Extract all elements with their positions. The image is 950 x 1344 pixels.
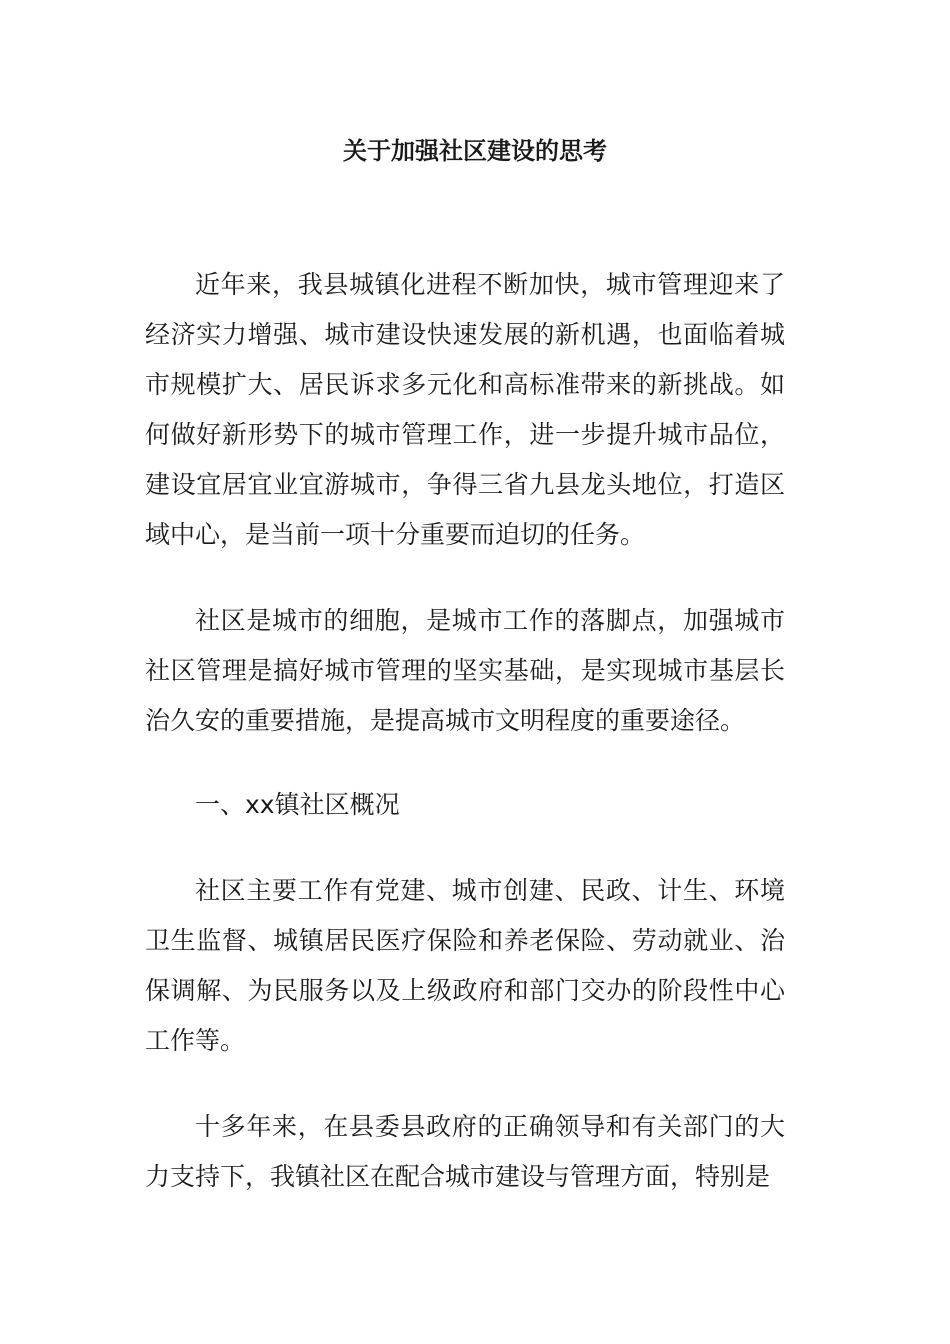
document-title: 关于加强社区建设的思考: [343, 137, 607, 165]
paragraph-main-work: 社区主要工作有党建、城市创建、民政、计生、环境卫生监督、城镇居民医疗保险和养老保险、劳动就业、治保调解、为民服务以及上级政府和部门交办的阶段性中心工作等。: [145, 876, 785, 1055]
paragraph-intro: 近年来，我县城镇化进程不断加快，城市管理迎来了经济实力增强、城市建设快速发展的新机遇，也面临着城市规模扩大、居民诉求多元化和高标准带来的新挑战。如何做好新形势下的城市管理工作，进一步提升城市品位，建设宜居宜业宜游城市，争得三省九县龙头地位，打造区域中心，是当前一项十分重要而迫切的任务。: [145, 270, 785, 549]
section-heading-overview: 一、xx镇社区概况: [195, 790, 400, 819]
paragraph-community-role: 社区是城市的细胞，是城市工作的落脚点，加强城市社区管理是搞好城市管理的坚实基础，是实现城市基层长治久安的重要措施，是提高城市文明程度的重要途径。: [145, 606, 785, 735]
paragraph-decade-review: 十多年来，在县委县政府的正确领导和有关部门的大力支持下，我镇社区在配合城市建设与管理方面，特别是: [145, 1112, 785, 1191]
